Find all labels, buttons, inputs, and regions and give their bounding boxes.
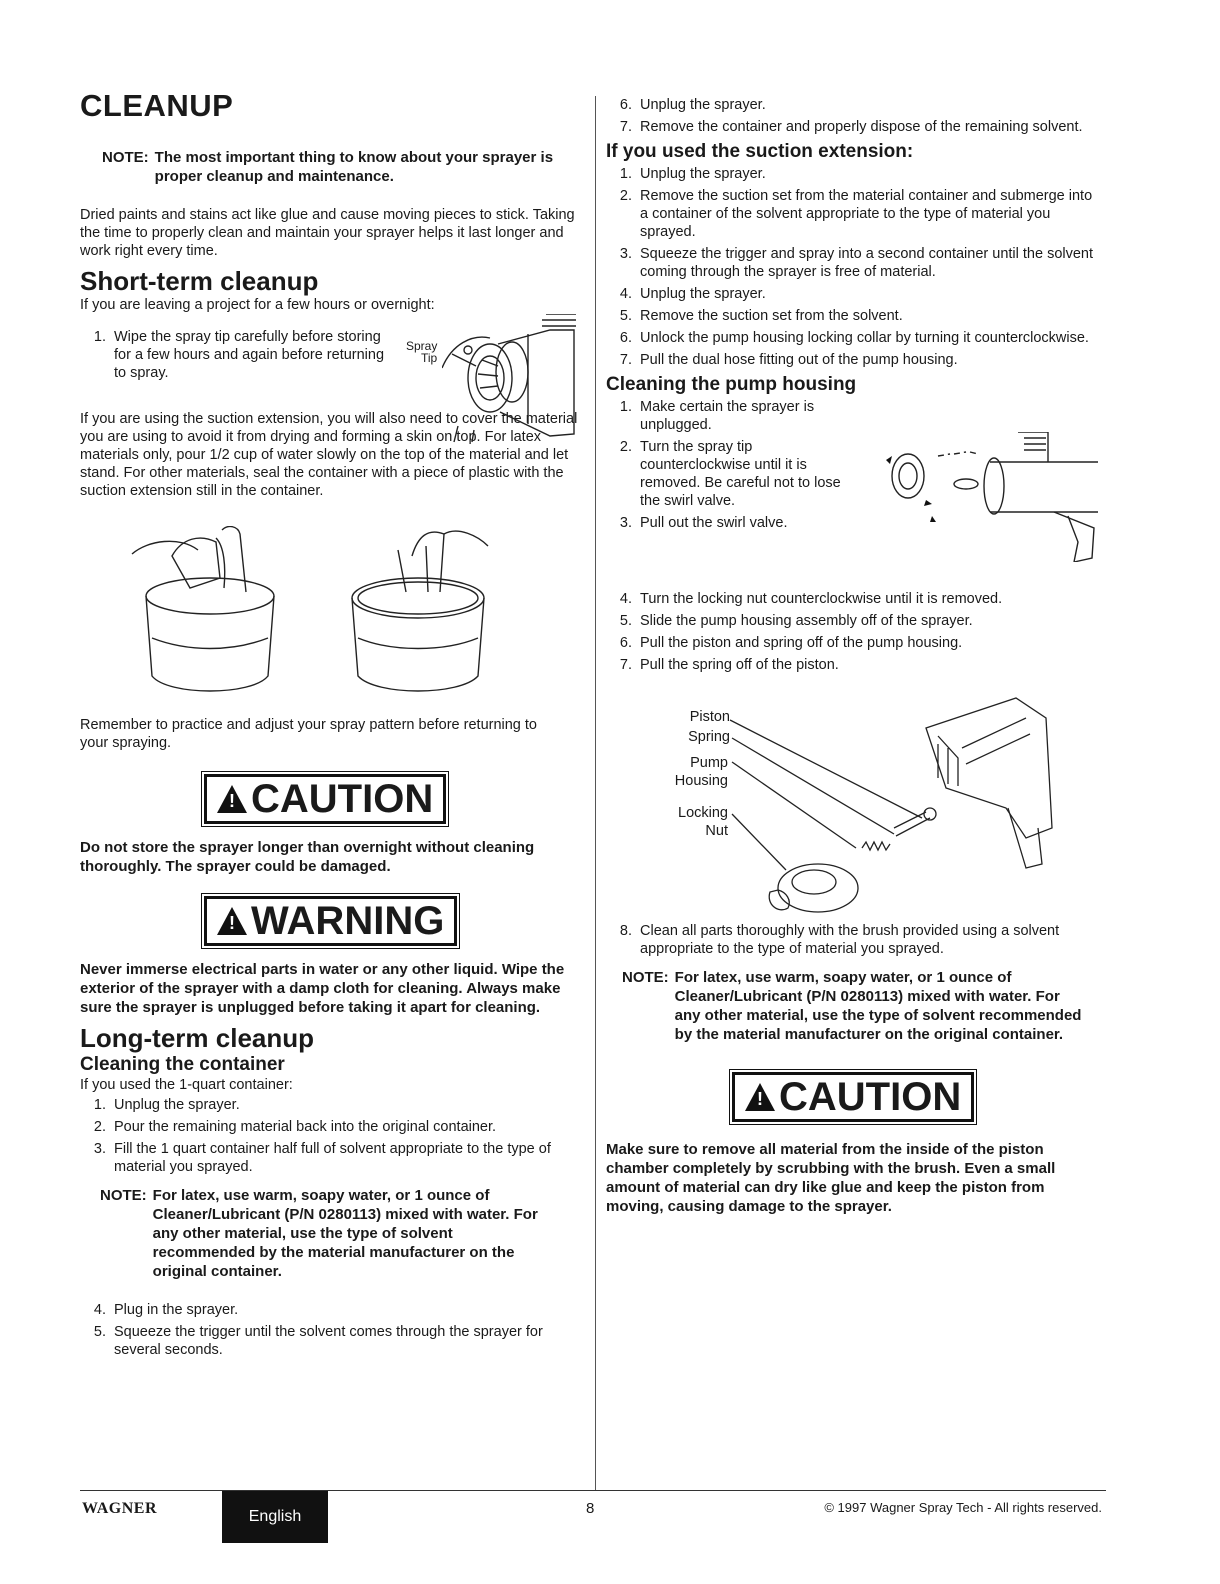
page-number: 8 <box>586 1500 595 1517</box>
short-term-lead: If you are leaving a project for a few hours or overnight: <box>80 297 435 313</box>
caution-box-2 <box>732 1072 1102 1122</box>
list-item: 2. Remove the suction set from the material container and submerge into a container of the solvent appropriate to the type of material you sprayed. <box>619 188 1093 240</box>
suction-steps <box>606 165 1102 369</box>
right-column <box>606 96 1102 1216</box>
list-item: 7. Remove the container and properly dispose of the remaining solvent. <box>619 119 1083 135</box>
pump-steps-block <box>606 398 1102 584</box>
list-item: 3. Pull out the swirl valve. <box>619 515 788 531</box>
pump-housing-heading: Cleaning the pump housing <box>606 374 857 395</box>
cleaning-container-heading: Cleaning the container <box>80 1054 285 1075</box>
intro-paragraph: Dried paints and stains act like glue and cause moving pieces to stick. Taking the time to properly clean and maintain your sprayer helps it last longer and work right every time. <box>80 207 575 259</box>
warning-triangle-icon <box>745 1083 775 1111</box>
pump-steps-a <box>606 398 846 532</box>
suction-paragraph: If you are using the suction extension, you will also need to cover the material you are using to avoid it from drying and forming a skin on top. For latex materials only, pour 1/2 cup of water slowly on the top of the material and let stand. For other materials, seal the container with a piece of plastic with the suction extension still in the container. <box>80 411 578 499</box>
list-item: 4. Plug in the sprayer. <box>93 1302 239 1318</box>
label-nut: Nut <box>705 823 728 839</box>
label-locking: Locking <box>678 805 728 821</box>
pump-step-8 <box>606 922 1102 958</box>
note-label: NOTE: <box>100 1187 147 1204</box>
note-label: NOTE: <box>622 969 669 986</box>
warning-banner <box>204 896 457 946</box>
long-term-heading: Long-term cleanup <box>80 1023 315 1053</box>
long-term-steps-a <box>80 1096 570 1176</box>
swirl-valve-figure <box>878 432 1098 562</box>
label-piston: Piston <box>689 709 730 725</box>
note-latex-left <box>100 1186 556 1281</box>
caution-text-1: Do not store the sprayer longer than overnight without cleaning thoroughly. The sprayer could be damaged. <box>80 839 535 875</box>
long-term-lead: If you used the 1-quart container: <box>80 1077 293 1093</box>
list-item: 5. Slide the pump housing assembly off of the sprayer. <box>619 613 973 629</box>
step-text: Wipe the spray tip carefully before storing for a few hours and again before returning to spray. <box>114 329 385 381</box>
caution-box-1 <box>204 774 580 824</box>
caution-label: CAUTION <box>251 776 434 821</box>
column-divider <box>595 96 596 1490</box>
pump-diagram <box>606 688 1102 918</box>
caution-banner <box>732 1072 974 1122</box>
steps-top <box>606 96 1102 136</box>
pump-exploded-diagram <box>726 688 1056 918</box>
list-item: 7. Pull the dual hose fitting out of the pump housing. <box>619 352 958 368</box>
list-item: 1. Unplug the sprayer. <box>93 1097 240 1113</box>
step-number: 1. <box>93 329 106 345</box>
short-term-step-1 <box>80 328 390 382</box>
language-label: English <box>248 1508 302 1525</box>
label-pump: Pump <box>690 755 728 771</box>
list-item: 6. Unplug the sprayer. <box>619 97 766 113</box>
list-item: 5. Squeeze the trigger until the solvent comes through the sprayer for several seconds. <box>93 1324 543 1358</box>
list-item: 6. Pull the piston and spring off of the pump housing. <box>619 635 963 651</box>
spray-tip-figure <box>442 314 580 452</box>
list-item: 3. Squeeze the trigger and spray into a second container until the solvent coming through the sprayer is free of material. <box>619 246 1094 280</box>
list-item: 4. Unplug the sprayer. <box>619 286 766 302</box>
page-title: CLEANUP <box>80 88 234 123</box>
list-item: 8. Clean all parts thoroughly with the brush provided using a solvent appropriate to the type of material you sprayed. <box>619 923 1060 957</box>
language-tab <box>222 1491 328 1543</box>
copyright: © 1997 Wagner Spray Tech - All rights reserved. <box>824 1500 1102 1515</box>
warning-triangle-icon <box>217 785 247 813</box>
note-text: The most important thing to know about your sprayer is proper cleanup and maintenance. <box>154 149 554 185</box>
list-item: 1. Unplug the sprayer. <box>619 166 766 182</box>
list-item: 5. Remove the suction set from the solvent. <box>619 308 903 324</box>
remember-paragraph: Remember to practice and adjust your spray pattern before returning to your spraying. <box>80 717 537 751</box>
paint-can-figures <box>128 526 508 702</box>
list-item: 2. Turn the spray tip counterclockwise until it is removed. Be careful not to lose the swirl valve. <box>619 439 841 509</box>
leader-line <box>452 354 476 366</box>
left-column <box>80 88 580 1363</box>
warning-box <box>204 896 580 946</box>
short-term-step-block <box>80 328 580 448</box>
wagner-logo: WAGNER <box>82 1500 158 1517</box>
list-item: 4. Turn the locking nut counterclockwise until it is removed. <box>619 591 1003 607</box>
caution-banner <box>204 774 446 824</box>
list-item: 6. Unlock the pump housing locking collar by turning it counterclockwise. <box>619 330 1089 346</box>
pump-steps-b <box>606 590 1102 674</box>
fig-label-tip: Tip <box>421 351 438 365</box>
short-term-heading: Short-term cleanup <box>80 266 319 296</box>
long-term-steps-b <box>80 1301 570 1359</box>
list-item: 7. Pull the spring off of the piston. <box>619 657 839 673</box>
note-text: For latex, use warm, soapy water, or 1 ounce of Cleaner/Lubricant (P/N 0280113) mixed with water. For any other material, use the type of solvent recommended by the material manufacturer on the original container. <box>674 969 1082 1043</box>
warning-label: WARNING <box>251 898 445 943</box>
warning-triangle-icon <box>217 907 247 935</box>
warning-text: Never immerse electrical parts in water or any other liquid. Wipe the exterior of the sprayer with a damp cloth for cleaning. Always make sure the sprayer is unplugged before taking it apart for cleaning. <box>80 961 565 1016</box>
note-text: For latex, use warm, soapy water, or 1 ounce of Cleaner/Lubricant (P/N 0280113) mixed with water. For any other material, use the type of solvent recommended by the material manufacturer on the original container. <box>152 1187 538 1280</box>
list-item: 1. Make certain the sprayer is unplugged. <box>619 399 815 433</box>
label-spring: Spring <box>688 729 730 745</box>
caution-label: CAUTION <box>779 1074 962 1119</box>
note-label: NOTE: <box>102 149 149 166</box>
caution-text-2: Make sure to remove all material from the inside of the piston chamber completely by scrubbing with the brush. Even a small amount of material can dry like glue and keep the piston from moving, causing damage to the sprayer. <box>606 1141 1056 1215</box>
fig-label-spray: Spray <box>406 339 438 353</box>
note-latex-right <box>622 968 1082 1044</box>
suction-heading: If you used the suction extension: <box>606 141 914 162</box>
note-important <box>102 148 562 186</box>
label-housing: Housing <box>674 773 728 789</box>
list-item: 3. Fill the 1 quart container half full of solvent appropriate to the type of material you sprayed. <box>93 1141 551 1175</box>
list-item: 2. Pour the remaining material back into the original container. <box>93 1119 497 1135</box>
